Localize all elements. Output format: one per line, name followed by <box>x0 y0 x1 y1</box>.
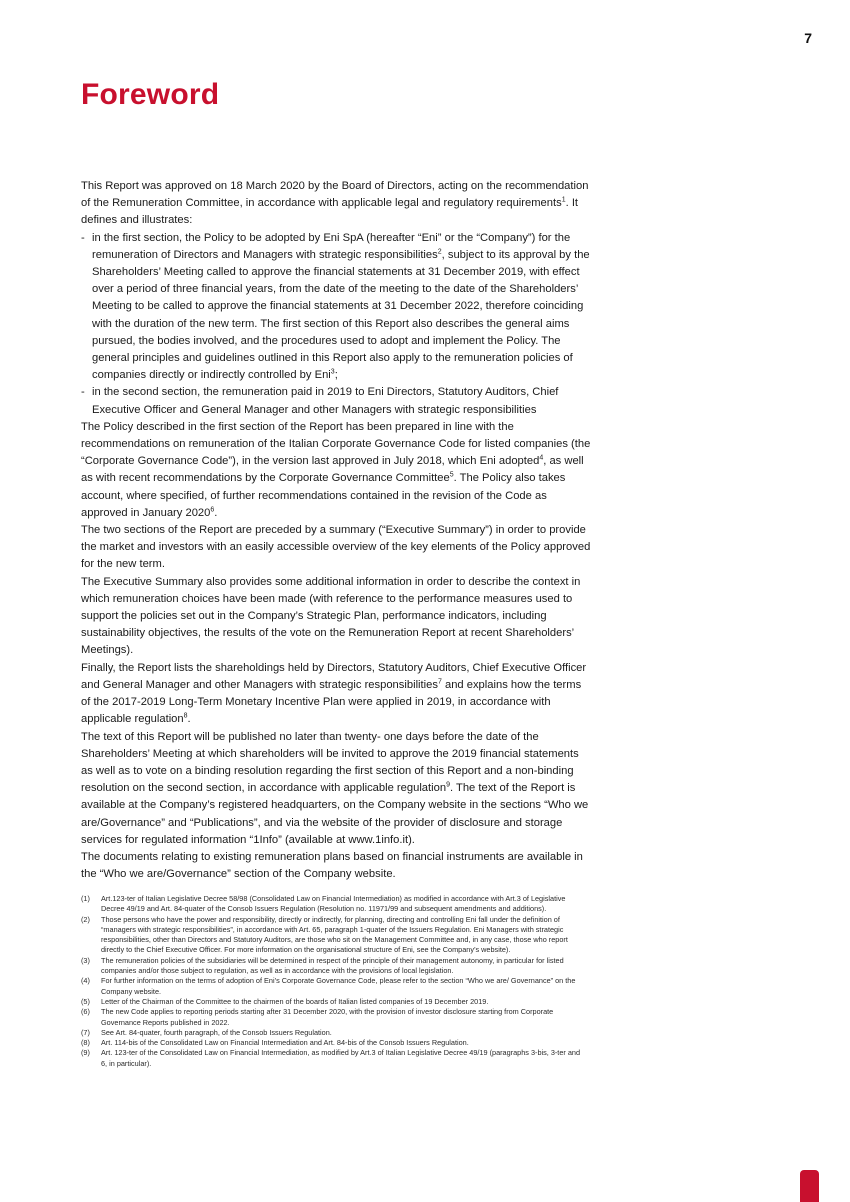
footnote: (1) Art.123-ter of Italian Legislative Decree 58/98 (Consolidated Law on Financial Intermediation) as modified in accordance with Art.3 of Legislative Decree 49/19 and Art. 84-quater of the Consob Issuers Regulation (Resolution no. 11971/99 and subsequent amendments and additions). <box>81 894 566 914</box>
body-text <box>81 178 591 883</box>
footnote-ref: 1 <box>561 196 566 204</box>
paragraph-intro: This Report was approved on 18 March 2020 by the Board of Directors, acting on the recommendation of the Remuneration Committee, in accordance with applicable legal and regulatory requirements$^1$. It defines and illustrates: <box>81 180 589 227</box>
footnotes <box>81 894 586 1069</box>
footnote-ref: 3 <box>330 368 335 376</box>
section-list <box>81 230 591 419</box>
footnote: (8) Art. 114-bis of the Consolidated Law on Financial Intermediation and Art. 84-bis of the Consob Issuers Regulation. <box>81 1038 469 1048</box>
page-number: 7 <box>804 30 812 46</box>
footnote: (3) The remuneration policies of the subsidiaries will be determined in respect of the principle of their management autonomy, in particular for listed companies and/or those subject to regulation, as well as in accordance with the provisions of local legislation. <box>81 955 564 976</box>
list-item-second-section: - in the second section, the remuneration paid in 2019 to Eni Directors, Statutory Auditors, Chief Executive Officer and General Manager and other Managers with strategic responsibilities <box>81 384 591 418</box>
footnote: (4) For further information on the terms of adoption of Eni’s Corporate Governance Code, please refer to the section “Who we are/ Governance” on the Company website. <box>81 976 576 996</box>
paragraph-shareholdings: Finally, the Report lists the shareholdings held by Directors, Statutory Auditors, Chief Executive Officer and General Manager and other Managers with strategic responsibilities$^7$ and explains how the terms of the 2017-2019 Long-Term Monetary Incentive Plan were applied in 2019, in accordance with applicable regulation$^8$. <box>81 661 587 726</box>
footnote: (7) See Art. 84-quater, fourth paragraph, of the Consob Issuers Regulation. <box>81 1027 332 1037</box>
footnote-ref: 5 <box>449 471 454 479</box>
footnote-ref: 4 <box>539 454 544 462</box>
footnote-ref: 8 <box>183 712 188 720</box>
footnote-ref: 9 <box>446 781 450 789</box>
paragraph-summary: The two sections of the Report are preceded by a summary (“Executive Summary”) in order to provide the market and investors with an easily accessible overview of the key elements of the Policy approved for the new term. <box>81 524 591 571</box>
footnote-ref: 6 <box>210 506 215 514</box>
list-item-first-section: - in the first section, the Policy to be adopted by Eni SpA (hereafter “Eni” or the “Company”) for the remuneration of Directors and Managers with strategic responsibilities$^2$, subject to its approval by the Shareholders’ Meeting called to approve the financial statements at 31 December 2019, with effect over a period of three financial years, from the date of the meeting to the date of the Shareholders’ Meeting to be called to approve the financial statements at 31 December 2022, therefore coinciding with the duration of the new term. The first section of this Report also describes the general aims pursued, the bodies involved, and the procedures used to adopt and implement the Policy. The general principles and guidelines outlined in this Report also apply to the remuneration policies of companies directly or indirectly controlled by Eni$^3$; <box>81 230 591 385</box>
paragraph-policy: The Policy described in the first section of the Report has been prepared in line with the recommendations on remuneration of the Italian Corporate Governance Code for listed companies (the “Corporate Governance Code”), in the version last approved in July 2018, which Eni adopted$^4$, as well as with recent recommendations by the Corporate Governance Committee$^5$. The Policy also takes account, where specified, of further recommendations contained in the revision of the Code as approved in January 2020$^6$. <box>81 420 591 519</box>
footnote: (9) Art. 123-ter of the Consolidated Law on Financial Intermediation, as modified by Art.3 of Italian Legislative Decree 49/19 (paragraphs 3-bis, 3-ter and 6, in particular). <box>81 1048 581 1068</box>
footnote: (2) Those persons who have the power and responsibility, directly or indirectly, for planning, directing and controlling Eni fall under the definition of “managers with strategic responsibilities”, in accordance with Art. 65, paragraph 1-quater of the Issuers Regulation. Eni Managers with strategic responsibilities, other than Directors and Statutory Auditors, are those who sit on the Management Committee and, in any case, those who report directly to the Chief Executive Officer. For more information on the organisational structure of Eni, see the Company’s website). <box>81 914 568 955</box>
paragraph-executive-summary: The Executive Summary also provides some additional information in order to describe the context in which remuneration choices have been made (with reference to the performance measures used to support the policies set out in the Company’s Strategic Plan, performance indicators, including sustainability objectives, the results of the vote on the Remuneration Report at recent Shareholders’ Meetings). <box>81 575 581 657</box>
footnote-ref: 7 <box>437 678 442 686</box>
footnote: (5) Letter of the Chairman of the Committee to the chairmen of the boards of Italian listed companies of 19 December 2019. <box>81 996 489 1006</box>
paragraph-publication: The text of this Report will be published no later than twenty- one days before the date of the Shareholders’ Meeting at which shareholders will be invited to approve the 2019 financial statements as well as to vote on a binding resolution regarding the first section of this Report and a non-binding resolution on the second section, in accordance with applicable regulation$^9$. The text of the Report is available at the Company’s registered headquarters, on the Company website in the sections “Who we are/Governance” and “Publications”, and via the website of the provider of disclosure and storage services for regulated information “1Info” (available at www.1info.it). <box>81 730 589 846</box>
page-corner-tab <box>800 1170 819 1202</box>
footnote-ref: 2 <box>437 248 442 256</box>
page-title: Foreword <box>81 78 220 111</box>
paragraph-documents: The documents relating to existing remuneration plans based on financial instruments are available in the “Who we are/Governance” section of the Company website. <box>81 850 583 881</box>
footnote: (6) The new Code applies to reporting periods starting after 31 December 2020, with the provision of investor disclosure starting from Corporate Governance Reports published in 2022. <box>81 1007 554 1027</box>
